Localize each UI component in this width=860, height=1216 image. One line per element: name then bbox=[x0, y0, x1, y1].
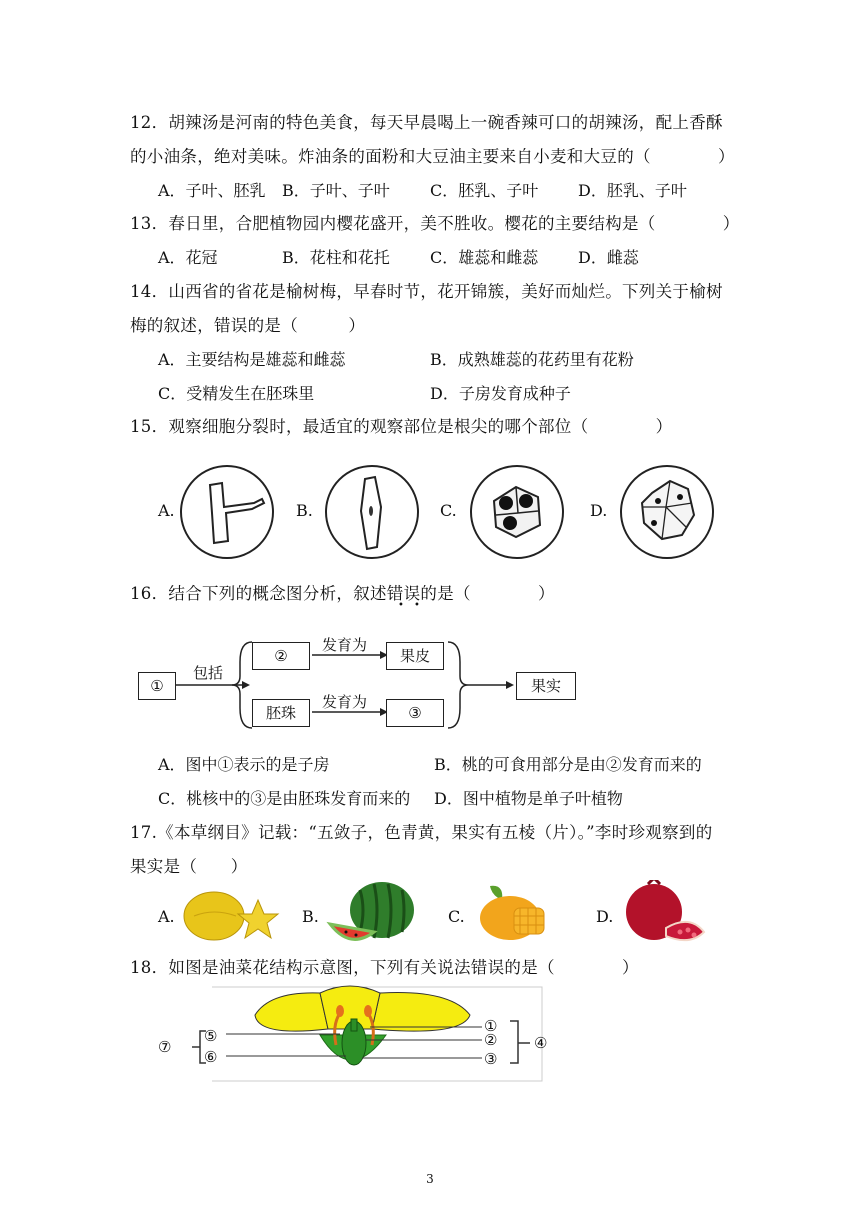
q17-stem-line2: 果实是（ ） bbox=[130, 857, 248, 876]
q18-stem: 18．如图是油菜花结构示意图，下列有关说法错误的是（ ） bbox=[130, 958, 639, 977]
label-4: ④ bbox=[534, 1034, 548, 1052]
q15-label-b: B. bbox=[296, 501, 313, 520]
label-7: ⑦ bbox=[158, 1038, 172, 1056]
node-2: ② bbox=[252, 642, 310, 670]
edge-label-develops-1: 发育为 bbox=[322, 636, 368, 654]
label-6: ⑥ bbox=[204, 1048, 218, 1066]
root-hair-cell-drawing bbox=[182, 467, 272, 557]
q17-label-b: B. bbox=[302, 907, 319, 926]
q12-option-a: A．子叶、胚乳 bbox=[158, 181, 266, 200]
q14-option-a: A．主要结构是雄蕊和雌蕊 bbox=[158, 350, 346, 369]
q14-stem-line1: 14．山西省的省花是榆树梅，早春时节，花开锦簇，美好而灿烂。下列关于榆树 bbox=[130, 282, 723, 301]
label-2: ② bbox=[484, 1031, 498, 1049]
q13-option-c: C．雄蕊和雌蕊 bbox=[430, 248, 539, 267]
q15-label-a: A. bbox=[158, 501, 175, 520]
q17-label-c: C. bbox=[448, 907, 465, 926]
label-3: ③ bbox=[484, 1050, 498, 1068]
q17-label-d: D. bbox=[596, 907, 614, 926]
q14-stem-line2: 梅的叙述，错误的是（ ） bbox=[130, 316, 366, 335]
cell-image-b-elongated-cell bbox=[325, 465, 419, 559]
dividing-cells-drawing bbox=[472, 467, 562, 557]
starfruit-image bbox=[180, 886, 280, 948]
pomegranate-image bbox=[620, 880, 710, 946]
q17-label-a: A. bbox=[158, 907, 175, 926]
page-number: 3 bbox=[426, 1172, 434, 1186]
watermelon-image bbox=[326, 880, 420, 946]
q12-stem-line2: 的小油条，绝对美味。炸油条的面粉和大豆油主要来自小麦和大豆的（ ） bbox=[130, 147, 735, 166]
q15-label-d: D. bbox=[590, 501, 608, 520]
q12-option-b: B．子叶、子叶 bbox=[282, 181, 390, 200]
q13-option-a: A．花冠 bbox=[158, 248, 218, 267]
elongated-cell-drawing bbox=[327, 467, 417, 557]
q16-option-b: B．桃的可食用部分是由②发育而来的 bbox=[434, 755, 702, 774]
node-ovule: 胚珠 bbox=[252, 699, 310, 727]
q14-option-d: D．子房发育成种子 bbox=[430, 384, 571, 403]
label-1: ① bbox=[484, 1017, 498, 1035]
cell-image-c-meristem bbox=[470, 465, 564, 559]
q16-option-d: D．图中植物是单子叶植物 bbox=[434, 789, 623, 808]
label-5: ⑤ bbox=[204, 1027, 218, 1045]
q12-option-c: C．胚乳、子叶 bbox=[430, 181, 539, 200]
q16-stem: 16．结合下列的概念图分析，叙述错误的是（ ） bbox=[130, 584, 555, 603]
q13-option-b: B．花柱和花托 bbox=[282, 248, 390, 267]
mango-image bbox=[470, 882, 560, 946]
edge-label-includes: 包括 bbox=[193, 664, 224, 682]
q17-stem-line1: 17.《本草纲目》记载：“五敛子，色青黄，果实有五棱（片）。”李时珍观察到的 bbox=[130, 823, 713, 842]
node-3: ③ bbox=[386, 699, 444, 727]
q12-option-d: D．胚乳、子叶 bbox=[578, 181, 687, 200]
emphasis-dot-1: • bbox=[398, 600, 404, 611]
node-1: ① bbox=[138, 672, 176, 700]
q15-stem: 15．观察细胞分裂时，最适宜的观察部位是根尖的哪个部位（ ） bbox=[130, 417, 673, 436]
q13-stem: 13．春日里，合肥植物园内樱花盛开，美不胜收。樱花的主要结构是（ ） bbox=[130, 214, 740, 233]
q12-stem-line1: 12．胡辣汤是河南的特色美食，每天早晨喝上一碗香辣可口的胡辣汤，配上香酥 bbox=[130, 113, 723, 132]
q13-option-d: D．雌蕊 bbox=[578, 248, 639, 267]
q15-label-c: C. bbox=[440, 501, 457, 520]
emphasis-dot-2: • bbox=[414, 600, 420, 611]
q14-option-c: C．受精发生在胚珠里 bbox=[158, 384, 315, 403]
q16-option-c: C．桃核中的③是由胚珠发育而来的 bbox=[158, 789, 411, 808]
q16-option-a: A．图中①表示的是子房 bbox=[158, 755, 330, 774]
edge-label-develops-2: 发育为 bbox=[322, 693, 368, 711]
root-cap-cells-drawing bbox=[622, 467, 712, 557]
node-fruit: 果实 bbox=[516, 672, 576, 700]
cell-image-d-root-cap bbox=[620, 465, 714, 559]
q14-option-b: B．成熟雄蕊的花药里有花粉 bbox=[430, 350, 634, 369]
node-pericarp: 果皮 bbox=[386, 642, 444, 670]
cell-image-a-elongation-zone bbox=[180, 465, 274, 559]
